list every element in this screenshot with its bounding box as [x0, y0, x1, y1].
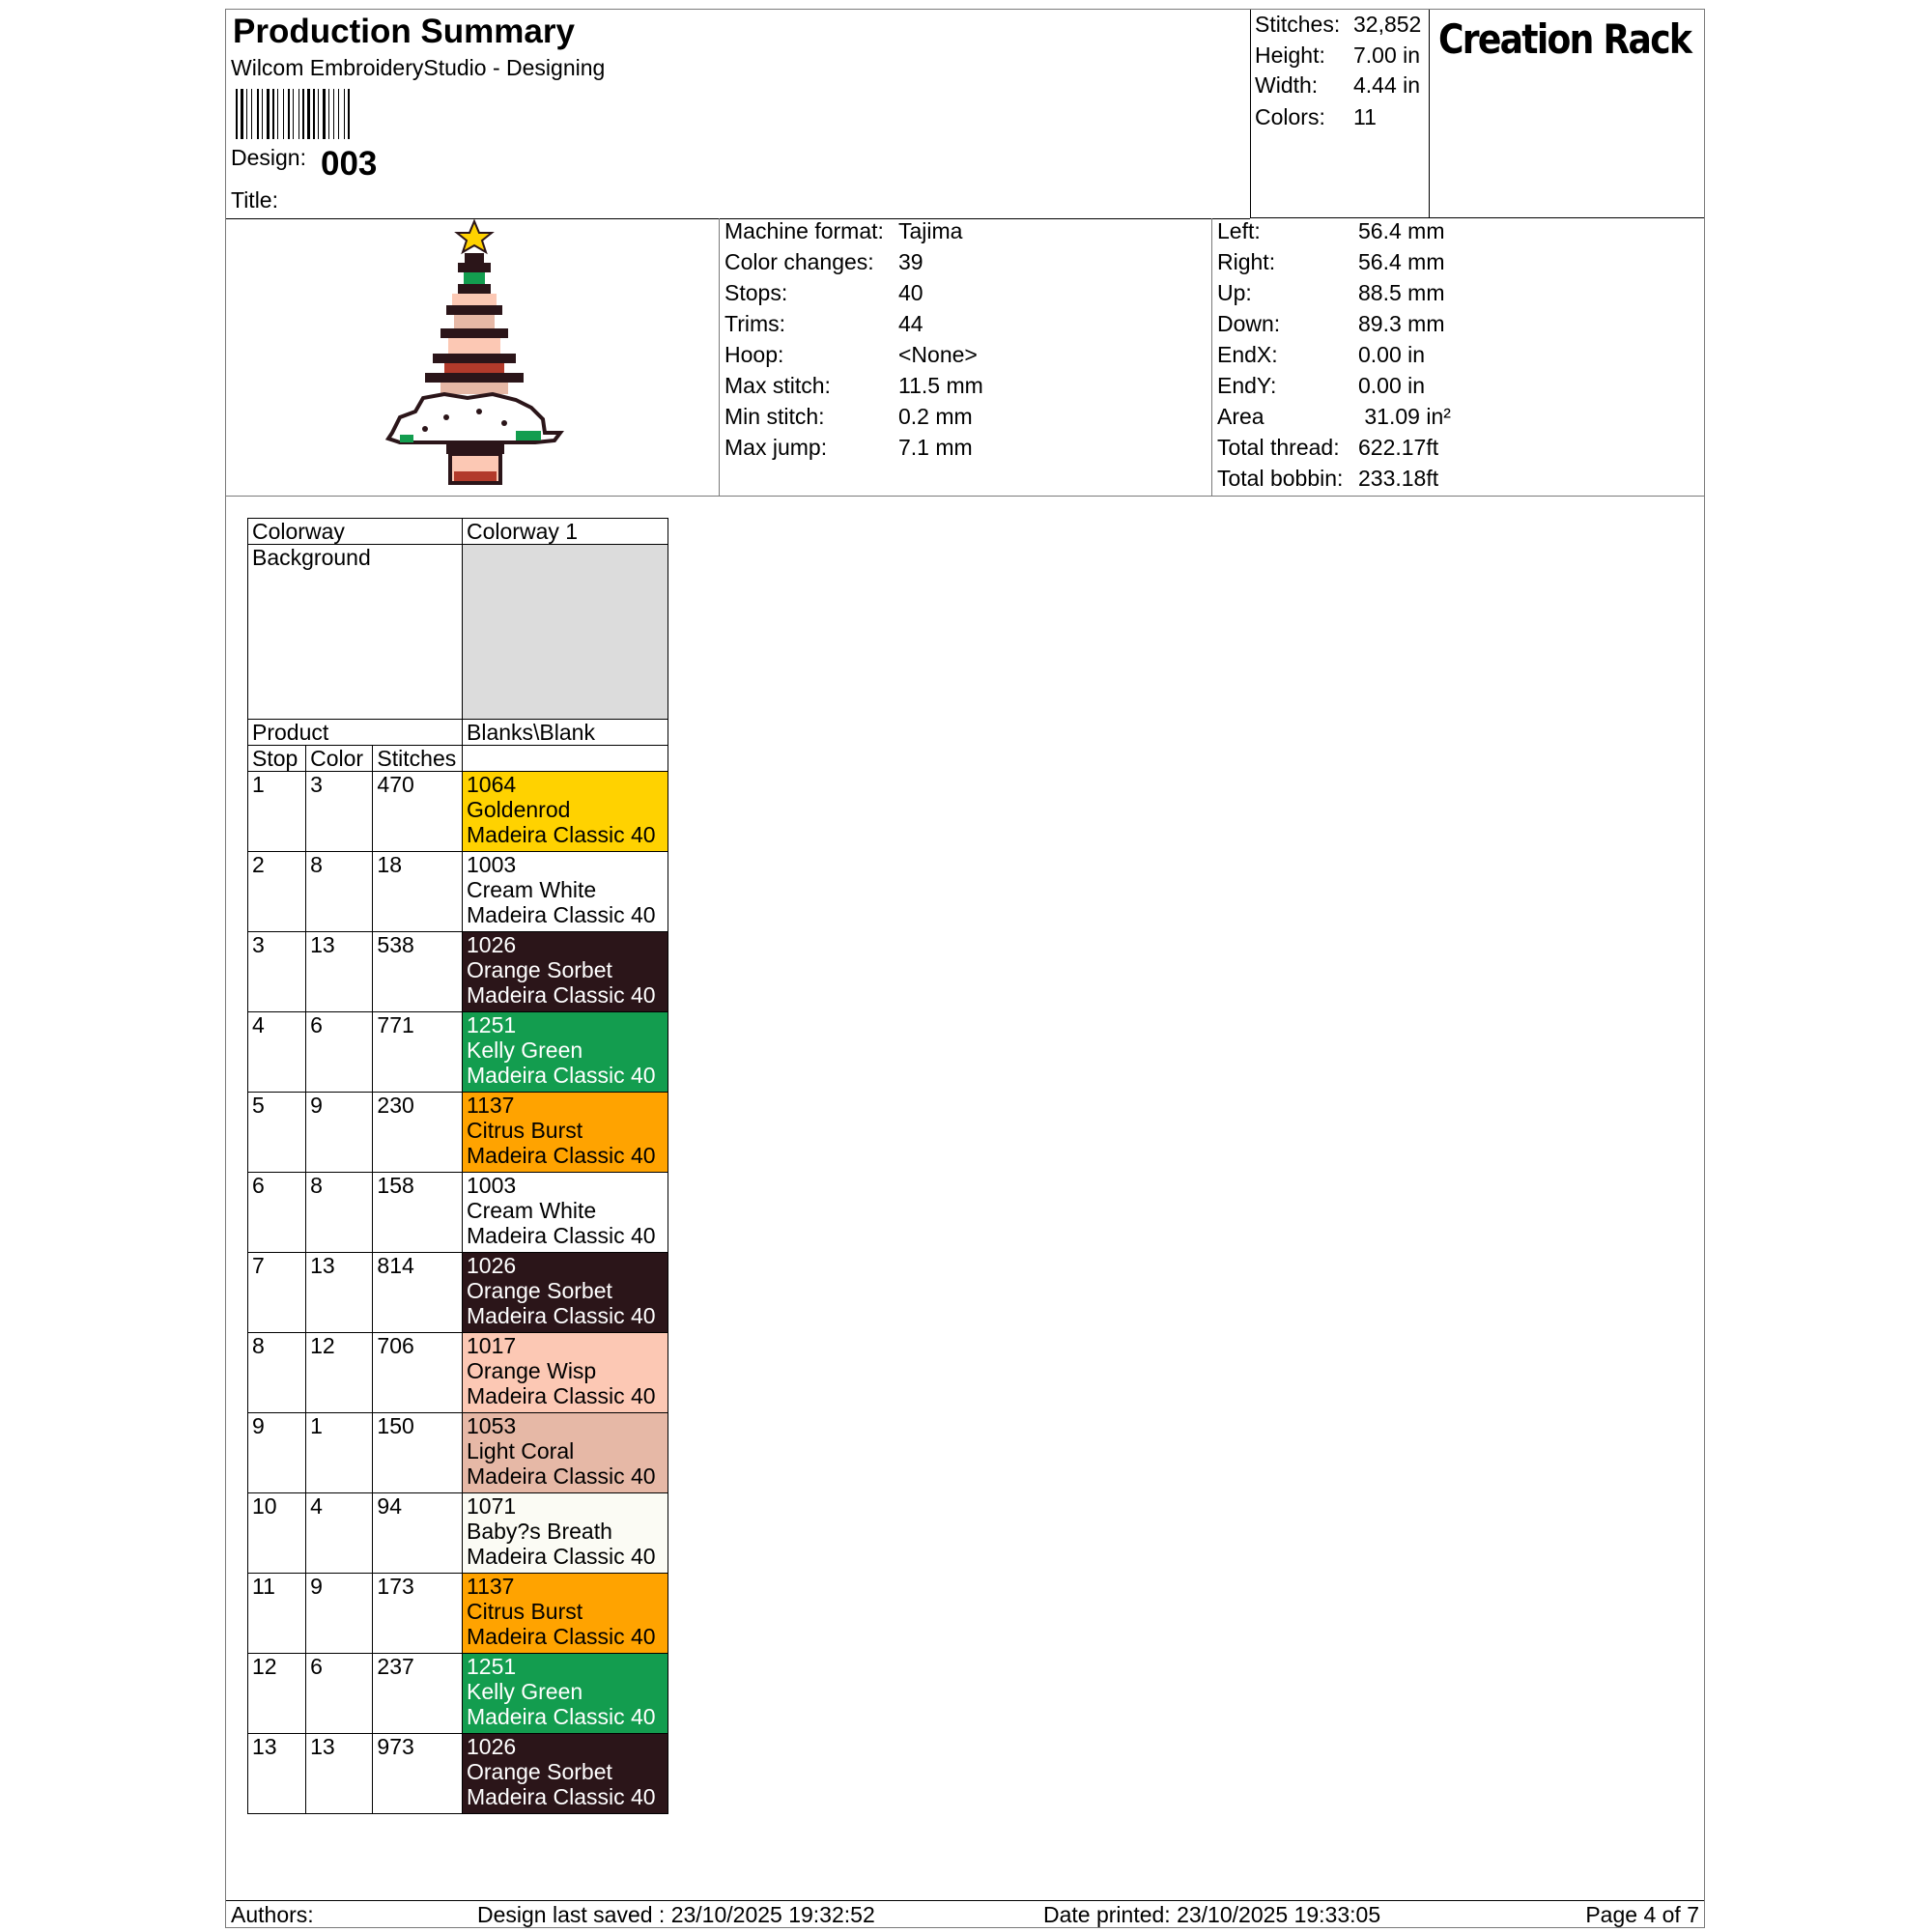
dimension-label: Total thread: [1217, 435, 1340, 460]
stop-stitches: 814 [373, 1253, 463, 1333]
table-row [248, 852, 668, 932]
thread-name: Light Coral [467, 1438, 575, 1463]
authors-label: Authors: [231, 1902, 314, 1927]
machine-label: Min stitch: [724, 404, 825, 429]
stop-color: 12 [306, 1333, 373, 1413]
thread-code: 1071 [467, 1493, 517, 1519]
stop-color: 8 [306, 852, 373, 932]
thread-code: 1003 [467, 852, 517, 877]
report-title: Production Summary [233, 13, 575, 50]
thread-swatch [463, 1493, 668, 1574]
machine-label: Machine format: [724, 218, 884, 243]
machine-info [719, 218, 1211, 496]
thread-swatch [463, 1253, 668, 1333]
summary-value: 32,852 [1353, 12, 1422, 37]
thread-code: 1017 [467, 1333, 517, 1358]
dimension-label: Up: [1217, 280, 1252, 305]
summary-label: Colors: [1255, 104, 1325, 129]
page-number: Page 4 of 7 [1585, 1902, 1699, 1927]
thread-swatch [463, 1012, 668, 1093]
thread-brand: Madeira Classic 40 [467, 1223, 656, 1248]
dimension-value: 233.18ft [1358, 466, 1439, 491]
table-row [248, 519, 668, 545]
dimension-value: 31.09 in² [1358, 404, 1451, 429]
table-row [248, 772, 668, 852]
table-row [248, 1574, 668, 1654]
dimension-value: 89.3 mm [1358, 311, 1445, 336]
thread-brand: Madeira Classic 40 [467, 1383, 656, 1408]
stop-color: 9 [306, 1574, 373, 1654]
thread-brand: Madeira Classic 40 [467, 1063, 656, 1088]
thread-name: Cream White [467, 877, 597, 902]
stop-color: 13 [306, 1734, 373, 1814]
thread-code: 1251 [467, 1012, 517, 1037]
summary-label: Width: [1255, 72, 1319, 98]
thread-swatch [463, 772, 668, 852]
thread-brand: Madeira Classic 40 [467, 1704, 656, 1729]
brand-logo: Creation Rack [1438, 15, 1691, 63]
summary-panel [1250, 10, 1429, 218]
date-printed: Date printed: 23/10/2025 19:33:05 [1043, 1902, 1381, 1927]
stop-stitches: 538 [373, 932, 463, 1012]
dimension-value: 622.17ft [1358, 435, 1439, 460]
summary-label: Height: [1255, 43, 1325, 68]
design-label: Design: [231, 145, 306, 170]
thread-swatch [463, 932, 668, 1012]
empty-header-cell [463, 746, 668, 772]
stop-stitches: 470 [373, 772, 463, 852]
thread-name: Goldenrod [467, 797, 571, 822]
thread-code: 1137 [467, 1093, 515, 1118]
stop-stitches: 158 [373, 1173, 463, 1253]
table-row [248, 1333, 668, 1413]
stop-stitches: 237 [373, 1654, 463, 1734]
summary-value: 7.00 in [1353, 43, 1421, 68]
column-header: Color [306, 746, 373, 772]
stop-stop: 11 [248, 1574, 306, 1654]
table-row [248, 1093, 668, 1173]
background-label: Background [248, 545, 463, 720]
table-row [248, 1413, 668, 1493]
summary-value: 4.44 in [1353, 72, 1421, 98]
stop-stitches: 771 [373, 1012, 463, 1093]
machine-value: Tajima [898, 218, 963, 243]
stop-color: 1 [306, 1413, 373, 1493]
brand-panel [1429, 10, 1704, 218]
thread-swatch [463, 1333, 668, 1413]
dimension-label: Area [1217, 404, 1264, 429]
machine-value: 7.1 mm [898, 435, 973, 460]
thread-swatch [463, 852, 668, 932]
thread-name: Orange Sorbet [467, 1759, 612, 1784]
info-row [226, 218, 1704, 497]
machine-value: 44 [898, 311, 923, 336]
stop-stop: 10 [248, 1493, 306, 1574]
thread-brand: Madeira Classic 40 [467, 822, 656, 847]
stop-stitches: 173 [373, 1574, 463, 1654]
stop-stop: 13 [248, 1734, 306, 1814]
stop-color: 13 [306, 1253, 373, 1333]
stop-stitches: 94 [373, 1493, 463, 1574]
dimension-value: 56.4 mm [1358, 218, 1445, 243]
thread-brand: Madeira Classic 40 [467, 1784, 656, 1809]
dimension-label: Right: [1217, 249, 1276, 274]
stop-stitches: 18 [373, 852, 463, 932]
stop-stop: 12 [248, 1654, 306, 1734]
stop-stop: 7 [248, 1253, 306, 1333]
stop-color: 9 [306, 1093, 373, 1173]
design-preview [226, 218, 719, 496]
column-header: Stitches [373, 746, 463, 772]
dimension-label: Total bobbin: [1217, 466, 1344, 491]
stop-stop: 6 [248, 1173, 306, 1253]
summary-label: Stitches: [1255, 12, 1341, 37]
machine-value: 39 [898, 249, 923, 274]
stop-stop: 3 [248, 932, 306, 1012]
title-label: Title: [231, 187, 278, 213]
table-row [248, 1173, 668, 1253]
thread-brand: Madeira Classic 40 [467, 1544, 656, 1569]
table-row [248, 545, 668, 720]
thread-brand: Madeira Classic 40 [467, 902, 656, 927]
dimension-value: 56.4 mm [1358, 249, 1445, 274]
stop-stop: 5 [248, 1093, 306, 1173]
table-row [248, 1654, 668, 1734]
product-value: Blanks\Blank [463, 720, 668, 746]
colorway-value: Colorway 1 [463, 519, 668, 545]
christmas-tree-icon [226, 218, 719, 496]
machine-value: 40 [898, 280, 923, 305]
thread-name: Cream White [467, 1198, 597, 1223]
colorway-label: Colorway [248, 519, 463, 545]
stop-stitches: 706 [373, 1333, 463, 1413]
thread-swatch [463, 1734, 668, 1814]
column-header: Stop [248, 746, 306, 772]
machine-label: Max stitch: [724, 373, 831, 398]
thread-name: Orange Sorbet [467, 957, 612, 982]
thread-brand: Madeira Classic 40 [467, 1624, 656, 1649]
table-header-row [248, 746, 668, 772]
last-saved: Design last saved : 23/10/2025 19:32:52 [477, 1902, 875, 1927]
thread-code: 1064 [467, 772, 517, 797]
table-row [248, 932, 668, 1012]
dimension-label: EndX: [1217, 342, 1278, 367]
thread-code: 1137 [467, 1574, 515, 1599]
stop-color: 4 [306, 1493, 373, 1574]
stop-color: 6 [306, 1012, 373, 1093]
thread-swatch [463, 1173, 668, 1253]
machine-label: Color changes: [724, 249, 874, 274]
software-name: Wilcom EmbroideryStudio - Designing [231, 55, 606, 80]
thread-code: 1026 [467, 1734, 517, 1759]
thread-code: 1026 [467, 1253, 517, 1278]
thread-name: Citrus Burst [467, 1599, 583, 1624]
stop-color: 8 [306, 1173, 373, 1253]
machine-value: 11.5 mm [898, 373, 983, 398]
colorway-table [247, 518, 668, 1814]
thread-code: 1251 [467, 1654, 517, 1679]
stop-color: 6 [306, 1654, 373, 1734]
machine-label: Stops: [724, 280, 788, 305]
thread-brand: Madeira Classic 40 [467, 1143, 656, 1168]
machine-value: <None> [898, 342, 978, 367]
table-row [248, 1012, 668, 1093]
machine-label: Max jump: [724, 435, 828, 460]
footer [226, 1900, 1704, 1928]
thread-swatch [463, 1574, 668, 1654]
thread-swatch [463, 1093, 668, 1173]
thread-name: Orange Wisp [467, 1358, 597, 1383]
stop-stop: 1 [248, 772, 306, 852]
dimension-label: EndY: [1217, 373, 1277, 398]
table-row [248, 1493, 668, 1574]
table-row [248, 720, 668, 746]
dimension-value: 0.00 in [1358, 342, 1426, 367]
barcode-icon [236, 89, 361, 139]
thread-brand: Madeira Classic 40 [467, 1463, 656, 1489]
thread-brand: Madeira Classic 40 [467, 982, 656, 1008]
header-left [226, 10, 1250, 219]
stop-color: 3 [306, 772, 373, 852]
dimension-label: Down: [1217, 311, 1281, 336]
background-swatch [463, 545, 668, 720]
stop-stop: 2 [248, 852, 306, 932]
table-row [248, 1734, 668, 1814]
summary-value: 11 [1353, 104, 1377, 129]
machine-label: Trims: [724, 311, 786, 336]
thread-name: Citrus Burst [467, 1118, 583, 1143]
stop-stitches: 973 [373, 1734, 463, 1814]
design-number: 003 [321, 145, 378, 183]
thread-code: 1026 [467, 932, 517, 957]
thread-swatch [463, 1413, 668, 1493]
stop-stitches: 150 [373, 1413, 463, 1493]
stop-stitches: 230 [373, 1093, 463, 1173]
stop-color: 13 [306, 932, 373, 1012]
thread-name: Orange Sorbet [467, 1278, 612, 1303]
dimension-value: 88.5 mm [1358, 280, 1445, 305]
stop-stop: 9 [248, 1413, 306, 1493]
thread-swatch [463, 1654, 668, 1734]
stop-stop: 4 [248, 1012, 306, 1093]
product-label: Product [248, 720, 463, 746]
dimension-value: 0.00 in [1358, 373, 1426, 398]
table-row [248, 1253, 668, 1333]
thread-code: 1003 [467, 1173, 517, 1198]
thread-brand: Madeira Classic 40 [467, 1303, 656, 1328]
machine-label: Hoop: [724, 342, 784, 367]
machine-value: 0.2 mm [898, 404, 973, 429]
thread-name: Kelly Green [467, 1037, 583, 1063]
thread-name: Baby?s Breath [467, 1519, 612, 1544]
stop-stop: 8 [248, 1333, 306, 1413]
dimension-info [1211, 218, 1704, 496]
production-summary-page [225, 9, 1705, 1928]
thread-name: Kelly Green [467, 1679, 583, 1704]
dimension-label: Left: [1217, 218, 1261, 243]
thread-code: 1053 [467, 1413, 517, 1438]
